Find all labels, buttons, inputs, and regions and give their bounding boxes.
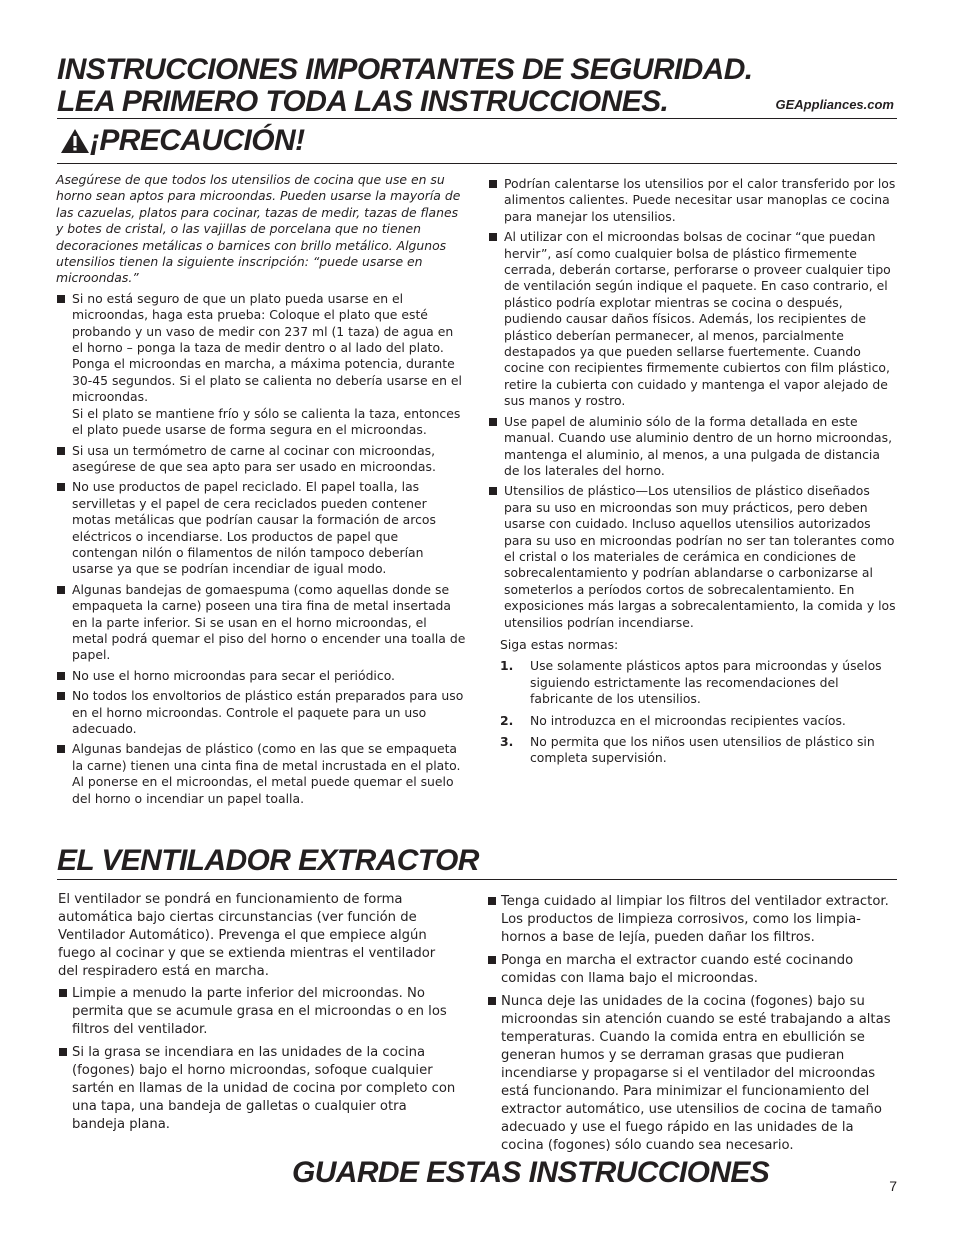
caution-right-bullet-4: Utensilios de plástico—Los utensilios de plástico diseñados para su uso en microondas son muy prácticos, pero deben usarse con cuidado. Incluso aquellos utensilios autorizados para su uso en microondas podrían no ser tan tolerantes como el cristal o los materiales de cerámica en condiciones de sobrecalentamiento y podrían ablandarse o carbonizarse al someterlos a períodos cortos de sobrecalentamiento. En exposiciones más largas a sobrecalentamiento, la comida y los utensilios podrían incendiarse. [488, 483, 898, 631]
warning-triangle-icon [60, 128, 90, 158]
caution-left-continuation: Si el plato se mantiene frío y sólo se calienta la taza, entonces el plato puede usarse de forma segura en el microondas. [72, 405, 461, 438]
vent-right-bullet-1: Tenga cuidado al limpiar los filtros del ventilador extractor. Los productos de limpieza corrosivos, como los limpia-hornos a base de lejía, pueden dañar los filtros. [487, 893, 892, 947]
numbered-item-1 [500, 658, 898, 707]
save-instructions-title: GUARDE ESTAS INSTRUCCIONES [292, 1156, 770, 1189]
caution-left-bullet-2: Si usa un termómetro de carne al cocinar con microondas, asegúrese de que sea apto para ser usado en microondas. [56, 443, 466, 476]
vent-title: EL VENTILADOR EXTRACTOR [57, 844, 479, 877]
vent-left-bullet-1: Limpie a menudo la parte inferior del microondas. No permita que se acumule grasa en el microondas o en los filtros del ventilador. [58, 985, 458, 1039]
numbered-item-1-text: Use solamente plásticos aptos para microondas y úselos siguiendo estrictamente las recomendaciones del fabricante de los utensilios. [530, 658, 882, 707]
vent-left-column [58, 891, 458, 1134]
caution-left-bullet-5: No use el horno microondas para secar el periódico. [56, 668, 466, 684]
vent-right-bullet-2: Ponga en marcha el extractor cuando esté cocinando comidas con llama bajo el microondas. [487, 952, 892, 988]
caution-divider [57, 163, 897, 164]
caution-left-bullet-1: Si no está seguro de que un plato pueda usarse en el microondas, haga esta prueba: Coloque el plato que esté probando y un vaso de medir con 237 ml (1 taza) de agua en el horno – ponga la taza de medir dentro o al lado del plato. Ponga el microondas en marcha, a máxima potencia, durante 30-45 segundos. Si el plato se calienta no debería usarse en el microondas. [56, 291, 466, 406]
vent-right-bullet-3: Nunca deje las unidades de la cocina (fogones) bajo su microondas sin atención cuando se esté trabajando a altas temperaturas. Cuando la comida entra en ebullición se generan humos y se derraman grasas que pudieran incendiarse y propagarse si el ventilador del microondas está funcionando. Para minimizar el funcionamiento del extractor automático, use utensilios de cocina de tamaño adecuado y use el fuego rápido en las unidades de la cocina (fogones) sólo cuando sea necesario. [487, 993, 892, 1155]
numbered-item-3 [500, 734, 898, 767]
caution-right-bullet-3: Use papel de aluminio sólo de la forma detallada en este manual. Cuando use aluminio dentro de un horno microondas, mantenga el aluminio, al menos, a una pulgada de distancia de los laterales del horno. [488, 414, 898, 480]
vent-divider [57, 879, 897, 880]
caution-left-column [56, 172, 466, 807]
caution-left-bullet-4: Algunas bandejas de gomaespuma (como aquellas donde se empaqueta la carne) poseen una tira fina de metal insertada en la parte inferior. Si se usan en el horno microondas, el metal podrá quemar el piso del horno o encender una toalla de papel. [56, 582, 466, 664]
numbered-item-3-text: No permita que los niños usen utensilios de plástico sin completa supervisión. [530, 734, 875, 766]
caution-intro: Asegúrese de que todos los utensilios de cocina que use en su horno sean aptos para microondas. Pueden usarse la mayoría de las cazuelas, platos para cocinar, tazas de medir, tazas de flanes y botes de cristal, o las vajillas de porcelana que no tienen decoraciones metálicas o barnices con brillo metálico. Algunos utensilios tienen la siguiente inscripción: “puede usarse en microondas.” [56, 172, 461, 286]
caution-right-column [488, 172, 898, 767]
caution-left-bullet-6: No todos los envoltorios de plástico están preparados para uso en el horno microondas. Controle el paquete para un uso adecuado. [56, 688, 466, 737]
vent-left-bullet-2: Si la grasa se incendiara en las unidades de la cocina (fogones) bajo el horno microondas, sofoque cualquier sartén en llamas de la unidad de cocina por completo con una tapa, una bandeja de galletas o cualquier otra bandeja plana. [58, 1044, 458, 1134]
numbered-item-2-num: 2. [500, 712, 514, 728]
website-label: GEAppliances.com [775, 97, 894, 112]
numbered-item-1-num: 1. [500, 658, 514, 674]
caution-right-bullet-2: Al utilizar con el microondas bolsas de cocinar “que puedan hervir”, así como cualquier bolsa de plástico firmemente cerrada, deberán cortarse, perforarse o proveer cualquier tipo de ventilación según indique el paquete. En caso contrario, el plástico podría explotar mientras se cocina o después, pudiendo causar daños físicos. Además, los recipientes de plástico deberían permanecer, al menos, parcialmente destapados ya que pueden sellarse fuertemente. Cuando cocine con recipientes firmemente cubiertos con film plástico, retire la cubierta con cuidado y mantenga el vapor alejado de sus manos y rostro. [488, 229, 898, 409]
caution-title: ¡PRECAUCIÓN! [90, 124, 305, 157]
caution-right-bullet-1: Podrían calentarse los utensilios por el calor transferido por los alimentos calientes. Puede necesitar usar manoplas ce cocina para manejar los utensilios. [488, 176, 898, 225]
numbered-item-2-text: No introduzca en el microondas recipientes vacíos. [530, 712, 846, 728]
vent-intro: El ventilador se pondrá en funcionamiento de forma automática bajo ciertas circunstancias (ver función de Ventilador Automático). Prevenga el que empiece algún fuego al cocinar y que se extienda mientras el ventilador del respiradero está en marcha. [58, 892, 436, 979]
follow-label: Siga estas normas: [500, 636, 619, 652]
numbered-item-3-num: 3. [500, 734, 514, 749]
header-divider [57, 118, 897, 119]
caution-left-bullet-7: Algunas bandejas de plástico (como en las que se empaqueta la carne) tienen una cinta fina de metal incrustada en el plato. Al ponerse en el microondas, el metal puede quemar el suelo del horno o incendiar un papel toalla. [56, 741, 466, 807]
caution-left-bullet-3: No use productos de papel reciclado. El papel toalla, las servilletas y el papel de cera reciclados pueden contener motas metálicas que podrían causar la formación de arcos eléctricos o incendiarse. Los productos de papel que contengan nilón o filamentos de nilón tampoco deberían usarse ya que se podrían incendiar de igual modo. [56, 479, 466, 577]
header-title-line1: INSTRUCCIONES IMPORTANTES DE SEGURIDAD. [57, 53, 753, 86]
vent-right-column [487, 891, 892, 1155]
header-title-line2: LEA PRIMERO TODA LAS INSTRUCCIONES. [57, 85, 669, 118]
numbered-item-2 [500, 713, 898, 729]
page-number: 7 [889, 1178, 897, 1194]
